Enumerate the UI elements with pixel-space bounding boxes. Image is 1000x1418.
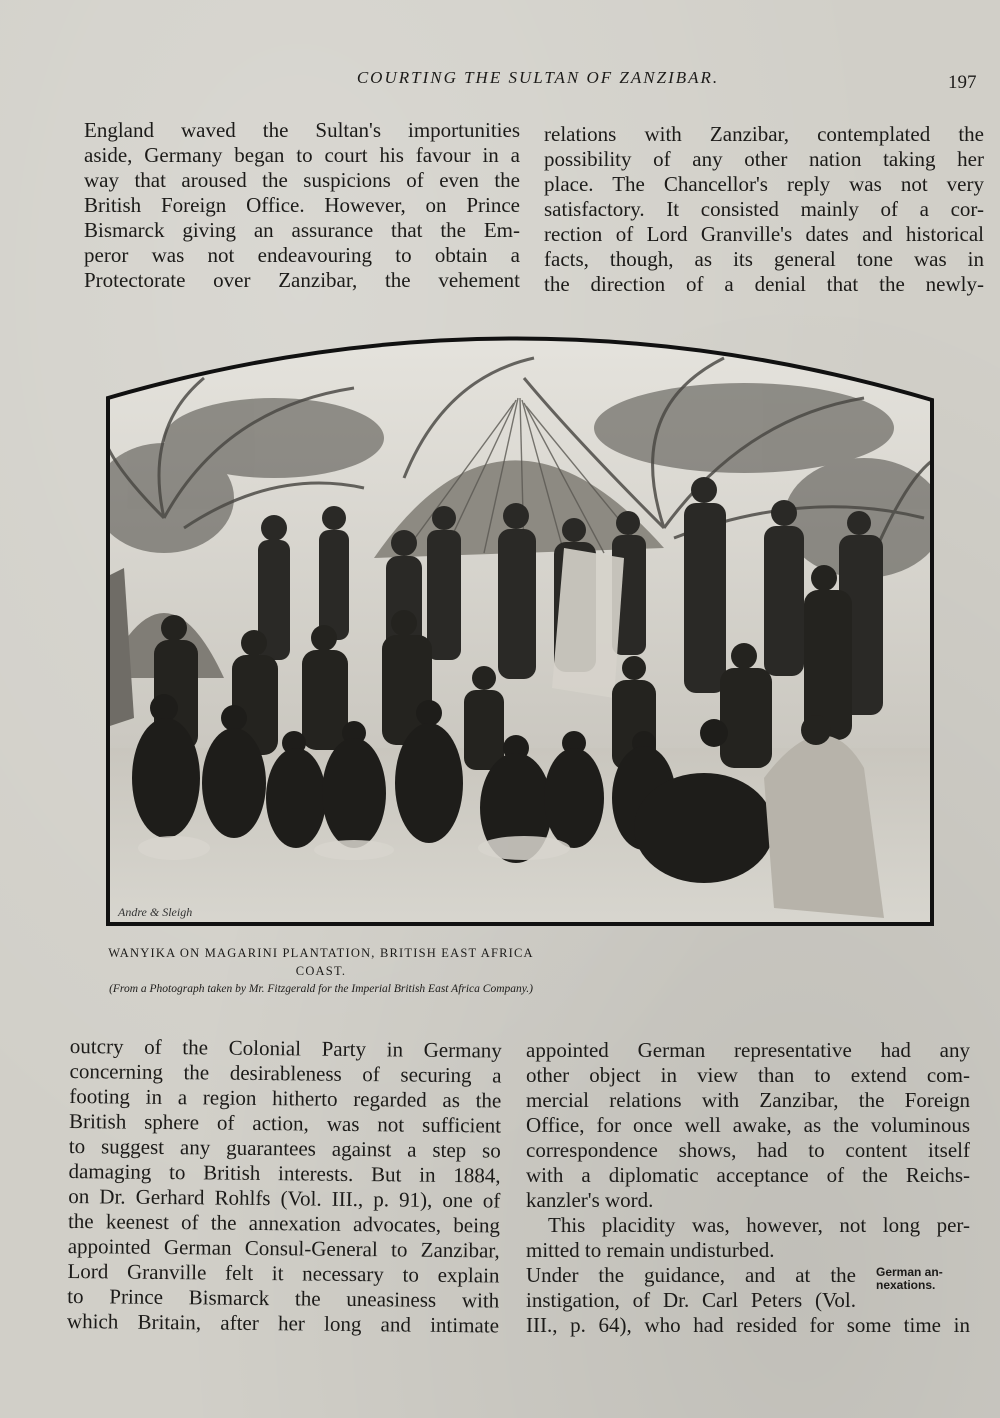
text-line: III., p. 64), who had resided for some time in <box>526 1313 970 1337</box>
text-line: on Dr. Gerhard Rohlfs (Vol. III., p. 91), one of <box>68 1183 501 1213</box>
text-line: outcry of the Colonial Party in Germany <box>69 1034 502 1063</box>
text-line: British sphere of action, was not sufficient <box>68 1108 502 1138</box>
running-head: COURTING THE SULTAN OF ZANZIBAR. <box>356 68 720 87</box>
text-line: England waved the Sultan's importunities <box>84 118 520 142</box>
text-line: footing in a region hitherto regarded as the <box>69 1083 502 1113</box>
margin-note: German an-nexations. <box>876 1265 943 1292</box>
text-line: peror was not endeavouring to obtain a <box>84 243 520 267</box>
text-line: relations with Zanzibar, contemplated the <box>544 122 984 146</box>
text-line: aside, Germany began to court his favour in a <box>84 143 520 167</box>
text-line: concerning the desirableness of securing a <box>69 1058 502 1088</box>
column-top-right <box>544 122 984 297</box>
page-number: 197 <box>948 72 977 93</box>
text-line: Lord Granville felt it necessary to explain <box>67 1258 500 1288</box>
text-line: with a diplomatic acceptance of the Reichs- <box>526 1163 970 1187</box>
text-line: mitted to remain undisturbed. <box>526 1238 775 1262</box>
text-line: way that aroused the suspicions of even the <box>84 168 520 192</box>
caption-title: WANYIKA ON MAGARINI PLANTATION, BRITISH EAST AFRICA COAST. <box>108 946 534 978</box>
column-bottom-right <box>526 1038 970 1338</box>
figure-caption <box>84 944 558 997</box>
text-line: to suggest any guarantees against a step so <box>68 1133 501 1163</box>
text-line: Bismarck giving an assurance that the Em- <box>84 218 520 242</box>
text-line: damaging to British interests. But in 1884, <box>68 1158 501 1188</box>
text-line: the direction of a denial that the newly- <box>544 272 984 296</box>
text-line: rection of Lord Granville's dates and historical <box>544 222 984 246</box>
text-line: to Prince Bismarck the uneasiness with <box>67 1283 500 1313</box>
text-line: possibility of any other nation taking her <box>544 147 984 171</box>
photograph-wanyika-group <box>104 318 936 928</box>
text-line: Under the guidance, and at the <box>526 1263 856 1287</box>
text-line: the keenest of the annexation advocates, being <box>67 1208 501 1238</box>
text-line: appointed German Consul-General to Zanzibar, <box>67 1233 500 1263</box>
text-line: This placidity was, however, not long per- <box>548 1213 970 1237</box>
caption-credit: (From a Photograph taken by Mr. Fitzgerald for the Imperial British East Africa Company.) <box>109 983 533 995</box>
engraver-signature: Andre & Sleigh <box>118 905 193 919</box>
column-bottom-left <box>67 1034 502 1339</box>
text-line: British Foreign Office. However, on Prince <box>84 193 520 217</box>
text-line: satisfactory. It consisted mainly of a cor- <box>544 197 984 221</box>
photo-engraving <box>104 318 936 928</box>
text-line: Office, for once well awake, as the voluminous <box>526 1113 970 1137</box>
column-top-left <box>84 118 520 293</box>
text-line: appointed German representative had any <box>526 1038 970 1062</box>
text-line: Protectorate over Zanzibar, the vehement <box>84 268 520 292</box>
text-line: other object in view than to extend com- <box>526 1063 970 1087</box>
text-line: which Britain, after her long and intimate <box>66 1308 500 1338</box>
text-line: facts, though, as its general tone was in <box>544 247 984 271</box>
text-line: kanzler's word. <box>526 1188 654 1212</box>
text-line: correspondence shows, had to content itself <box>526 1138 970 1162</box>
text-line: mercial relations with Zanzibar, the Foreign <box>526 1088 970 1112</box>
text-line: instigation, of Dr. Carl Peters (Vol. <box>526 1288 856 1312</box>
text-line: place. The Chancellor's reply was not very <box>544 172 984 196</box>
